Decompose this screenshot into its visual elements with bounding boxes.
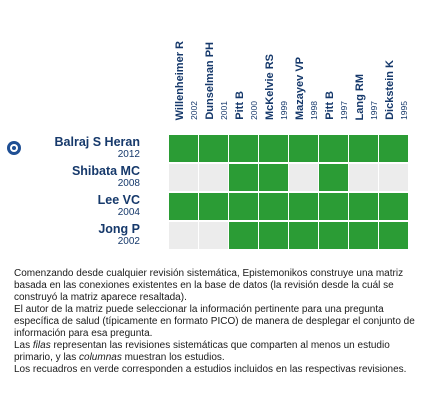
matrix-cell-empty	[169, 164, 198, 191]
row-review-year: 2008	[117, 178, 140, 189]
row-header	[0, 164, 140, 190]
column-author: Willenheimer R	[174, 40, 186, 120]
matrix-cell-included	[229, 135, 258, 162]
description-paragraph-1: Comenzando desde cualquier revisión sistemática, Epistemonikos construye una matriz basada en las conexiones existentes en la base de datos (la revisión desde la cuál se construyó la matriz aparece resaltada).	[14, 268, 404, 303]
row-header	[0, 193, 140, 219]
column-author: Pitt B	[234, 91, 246, 120]
matrix-cell-empty	[379, 164, 408, 191]
matrix-cell-empty	[349, 164, 378, 191]
column-year: 1997	[339, 101, 349, 120]
matrix-cell-included	[229, 222, 258, 249]
row-review-author: Jong P	[98, 222, 140, 236]
row-review-year: 2012	[117, 149, 140, 160]
row-review-year: 2004	[117, 207, 140, 218]
matrix-cell-included	[289, 222, 318, 249]
column-author: McKelvie RS	[264, 53, 276, 120]
row-review-author: Shibata MC	[71, 164, 140, 178]
matrix-cell-included	[379, 222, 408, 249]
matrix-cell-included	[319, 193, 348, 220]
row-header	[0, 222, 140, 248]
column-header	[199, 8, 229, 120]
column-year: 1995	[399, 101, 409, 120]
column-header	[319, 8, 349, 120]
column-author: Mazayev VP	[294, 57, 306, 120]
column-year: 1998	[309, 101, 319, 120]
matrix-cell-included	[379, 135, 408, 162]
matrix-cell-empty	[199, 164, 228, 191]
column-year: 2002	[189, 101, 199, 120]
matrix-cell-included	[259, 193, 288, 220]
matrix-cell-included	[259, 222, 288, 249]
column-author: Dunselman PH	[204, 42, 216, 120]
description-paragraph-2: El autor de la matriz puede seleccionar la información pertinente para una pregunta específica de salud (típicamente en formato PICO) de manera de desplegar el conjunto de información para esa pregunta.	[14, 304, 415, 339]
column-year: 2000	[249, 101, 259, 120]
matrix-cell-included	[259, 135, 288, 162]
column-header	[349, 8, 379, 120]
row-header	[0, 135, 140, 161]
column-header	[289, 8, 319, 120]
matrix-cell-empty	[289, 164, 318, 191]
matrix-cell-empty	[169, 222, 198, 249]
column-author: Pitt B	[324, 91, 336, 120]
description-paragraph-4: Los recuadros en verde corresponden a estudios incluidos en las respectivas revisiones.	[14, 364, 407, 375]
column-author: Lang RM	[354, 73, 366, 120]
matrix-cell-included	[199, 193, 228, 220]
matrix-cell-included	[229, 164, 258, 191]
matrix-cell-included	[229, 193, 258, 220]
matrix-cell-included	[349, 193, 378, 220]
column-author: Dickstein K	[384, 60, 396, 120]
column-header	[169, 8, 199, 120]
column-year: 2001	[219, 101, 229, 120]
matrix-cell-included	[169, 193, 198, 220]
column-year: 1999	[279, 101, 289, 120]
matrix-cell-included	[289, 193, 318, 220]
matrix-cell-empty	[199, 222, 228, 249]
matrix-cell-included	[349, 135, 378, 162]
matrix-cell-included	[349, 222, 378, 249]
matrix-description	[14, 268, 428, 376]
matrix-cell-included	[259, 164, 288, 191]
row-review-year: 2002	[117, 236, 140, 247]
column-header	[229, 8, 259, 120]
matrix-cell-included	[319, 164, 348, 191]
matrix-cell-included	[319, 222, 348, 249]
matrix-cell-included	[169, 135, 198, 162]
column-year: 1997	[369, 101, 379, 120]
matrix-cell-included	[379, 193, 408, 220]
column-header	[379, 8, 409, 120]
row-review-author: Lee VC	[97, 193, 140, 207]
description-paragraph-3: Las filas representan las revisiones sistemáticas que comparten al menos un estudio primario, y las columnas muestran los estudios.	[14, 340, 390, 363]
row-review-author: Balraj S Heran	[54, 135, 140, 149]
matrix-cell-included	[289, 135, 318, 162]
matrix-cell-included	[199, 135, 228, 162]
column-header	[259, 8, 289, 120]
matrix-cell-included	[319, 135, 348, 162]
